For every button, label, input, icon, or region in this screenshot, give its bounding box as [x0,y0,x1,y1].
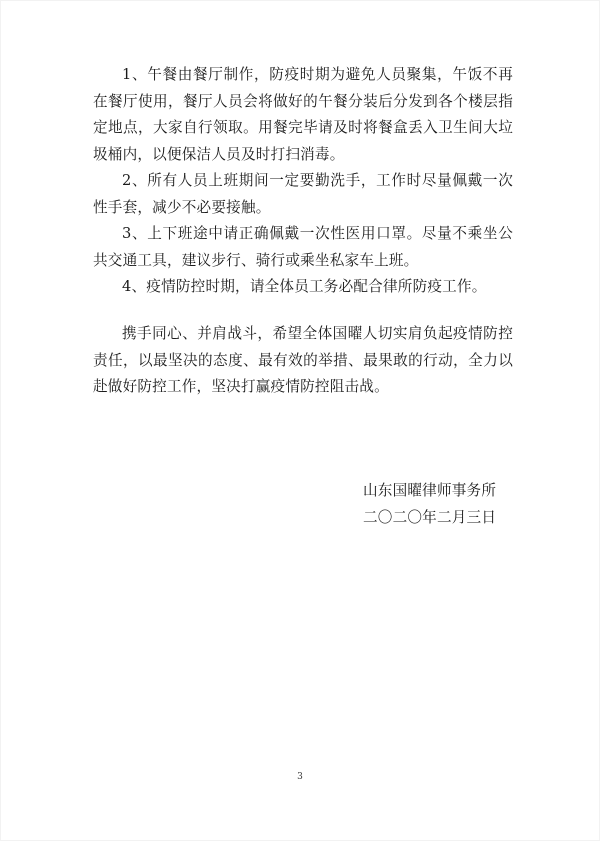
paragraph-lunch: 1、午餐由餐厅制作，防疫时期为避免人员聚集，午饭不再在餐厅使用，餐厅人员会将做好的午餐分装后分发到各个楼层指定地点，大家自行领取。用餐完毕请及时将餐盒丢入卫生间大垃圾桶内，以便保洁人员及时打扫消毒。 [93,66,513,163]
paragraph-cooperation: 4、疫情防控时期，请全体员工务必配合律所防疫工作。 [122,278,487,295]
paragraph-handwashing: 2、所有人员上班期间一定要勤洗手，工作时尽量佩戴一次性手套，减少不必要接触。 [93,172,513,216]
signature-date: 二〇二〇年二月三日 [363,508,497,526]
paragraph-commute: 3、上下班途中请正确佩戴一次性医用口罩。尽量不乘坐公共交通工具，建议步行、骑行或乘坐私家车上班。 [93,225,513,269]
signature-organization: 山东国曜律师事务所 [363,482,497,499]
closing-paragraph: 携手同心、并肩战斗，希望全体国曜人切实肩负起疫情防控责任，以最坚决的态度、最有效的举措、最果敢的行动，全力以赴做好防控工作，坚决打赢疫情防控阻击战。 [93,325,513,395]
signature-block [363,478,496,531]
page-number: 3 [297,772,303,782]
notice-body [93,62,513,301]
closing-section [93,321,513,401]
